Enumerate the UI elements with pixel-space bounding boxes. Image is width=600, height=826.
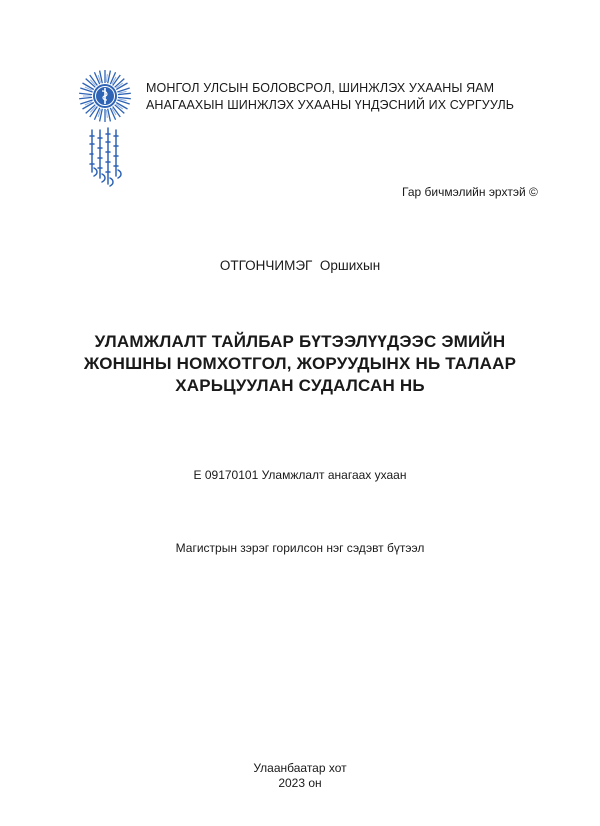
university-logo bbox=[76, 68, 134, 192]
thesis-title-line: УЛАМЖЛАЛТ ТАЙЛБАР БҮТЭЭЛҮҮДЭЭС ЭМИЙН bbox=[94, 332, 506, 351]
specialty-code: E 09170101 Уламжлалт анагаах ухаан bbox=[193, 468, 407, 482]
university-name: АНАГААХЫН ШИНЖЛЭХ УХААНЫ ҮНДЭСНИЙ ИХ СУРГУУЛЬ bbox=[146, 98, 515, 112]
year: 2023 он bbox=[278, 776, 322, 790]
ministry-header bbox=[146, 80, 566, 114]
university-emblem-icon bbox=[76, 68, 134, 192]
degree-statement: Магистрын зэрэг горилсон нэг сэдэвт бүтээл bbox=[175, 541, 425, 555]
place-and-date bbox=[0, 761, 600, 791]
thesis-title-line: ХАРЬЦУУЛАН СУДАЛСАН НЬ bbox=[175, 376, 425, 395]
thesis-title bbox=[60, 331, 540, 397]
author-name: ОТГОНЧИМЭГ Оршихын bbox=[219, 258, 381, 273]
thesis-title-line: ЖОНШНЫ НОМХОТГОЛ, ЖОРУУДЫНХ НЬ ТАЛААР bbox=[83, 354, 517, 373]
city: Улаанбаатар хот bbox=[253, 761, 347, 775]
copyright-notice: Гар бичмэлийн эрхтэй © bbox=[402, 185, 538, 199]
ministry-name: МОНГОЛ УЛСЫН БОЛОВСРОЛ, ШИНЖЛЭХ УХААНЫ ЯАМ bbox=[146, 81, 495, 95]
